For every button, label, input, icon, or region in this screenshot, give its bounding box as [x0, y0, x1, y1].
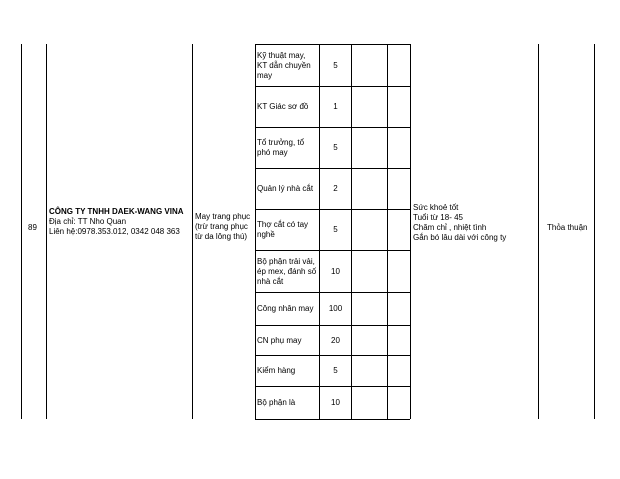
job-title-line: CN phụ may [257, 335, 302, 345]
grid-line [538, 44, 539, 419]
job-title [257, 387, 319, 419]
job-quantity: 5 [333, 366, 338, 375]
industry-line: từ da lông thú) [195, 232, 248, 241]
job-title-line: KT Giác sơ đồ [257, 102, 309, 111]
job-quantity: 5 [333, 225, 338, 234]
job-title-line: Kiểm hàng [257, 366, 296, 375]
requirement-line: Chăm chỉ , nhiệt tình [413, 223, 487, 232]
job-title-line: Bộ phận trải vải, [257, 256, 315, 266]
job-title [257, 251, 319, 292]
job-title [257, 45, 319, 86]
job-title-line: nghề [257, 230, 275, 239]
job-title [257, 210, 319, 250]
job-title-line: Bộ phận là [257, 398, 296, 407]
job-title-line: Tổ trưởng, tổ [257, 138, 305, 147]
industry-line: (trừ trang phục [195, 222, 248, 231]
job-title-line: Quản lý nhà cắt [257, 184, 314, 193]
company-contact: Liên hệ:0978.353.012, 0342 048 363 [49, 227, 180, 236]
job-title-line: ép mex, đánh số [257, 266, 317, 276]
job-title-line: KT dẫn chuyền [257, 60, 311, 70]
job-title [257, 326, 319, 355]
job-title [257, 356, 319, 386]
industry-line: May trang phục [195, 212, 251, 221]
job-quantity: 1 [333, 102, 338, 111]
job-title [257, 87, 319, 127]
grid-line [255, 44, 256, 419]
company-info [49, 207, 184, 237]
requirements [413, 203, 506, 243]
job-title-line: phó may [257, 148, 288, 157]
row-number: 89 [28, 223, 37, 232]
grid-line [255, 419, 410, 420]
grid-line [21, 44, 22, 419]
job-title [257, 293, 319, 325]
grid-line [46, 44, 47, 419]
grid-line [192, 44, 193, 419]
job-quantity: 5 [333, 60, 338, 70]
job-title-line: Công nhân may [257, 304, 314, 313]
grid-line [351, 44, 352, 419]
job-title-line: Kỹ thuật may, [257, 50, 306, 60]
job-quantity: 100 [328, 304, 343, 313]
job-quantity: 10 [331, 398, 340, 407]
job-title [257, 169, 319, 209]
job-title-line: may [257, 70, 273, 80]
requirement-line: Sức khoẻ tốt [413, 203, 459, 212]
job-quantity: 2 [333, 184, 338, 193]
job-title [257, 128, 319, 168]
job-title-line: Thợ cắt có tay [257, 220, 309, 229]
job-title-line: nhà cắt [257, 276, 284, 286]
industry [195, 212, 250, 242]
salary: Thỏa thuận [547, 223, 588, 232]
requirement-line: Gắn bó lâu dài với công ty [413, 233, 507, 242]
requirement-line: Tuổi từ 18- 45 [413, 213, 463, 222]
grid-line [410, 44, 411, 419]
grid-line [594, 44, 595, 419]
job-quantity: 20 [331, 335, 340, 345]
job-quantity: 10 [331, 266, 340, 276]
company-address: Địa chỉ: TT Nho Quan [49, 217, 127, 226]
company-name: CÔNG TY TNHH DAEK-WANG VINA [49, 207, 184, 216]
grid-line [387, 44, 388, 419]
job-quantity: 5 [333, 143, 338, 152]
